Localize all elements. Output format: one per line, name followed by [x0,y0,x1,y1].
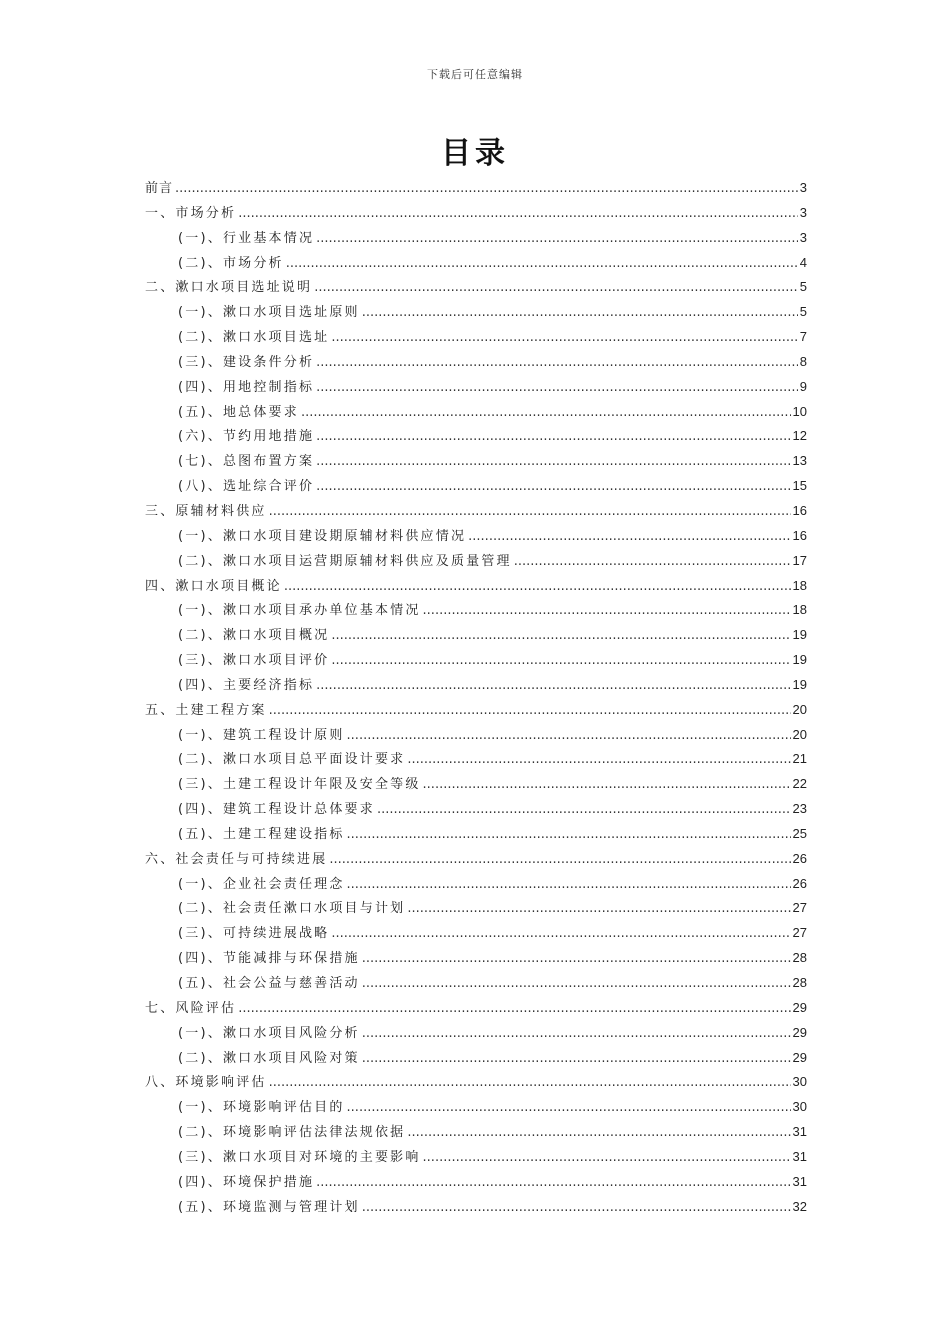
toc-entry-page-number: 25 [792,825,807,841]
toc-entry-page-number: 18 [792,602,807,618]
page-title: 目录 [441,136,509,171]
toc-entry[interactable] [145,1095,807,1120]
toc-entry[interactable] [145,872,807,897]
toc-entry-label: (一)、环境影响评估目的 [178,1100,345,1116]
toc-entry-page-number: 28 [792,975,807,990]
toc-entry-label: (六)、节约用地措施 [178,429,315,445]
toc-leader-dots [347,823,791,848]
toc-leader-dots [269,1071,791,1096]
toc-leader-dots [423,1146,791,1171]
toc-entry[interactable] [145,747,807,772]
toc-leader-dots [316,1171,790,1196]
toc-entry[interactable] [145,1046,807,1071]
toc-leader-dots [314,276,798,301]
toc-entry[interactable] [145,1195,807,1220]
toc-leader-dots [269,699,791,724]
toc-entry[interactable] [145,574,807,599]
toc-entry[interactable] [145,524,807,549]
toc-leader-dots [329,848,790,873]
toc-entry[interactable] [145,449,807,474]
toc-entry-page-number: 29 [792,1024,807,1040]
toc-entry-page-number: 26 [792,850,807,866]
toc-entry[interactable] [145,375,807,400]
toc-leader-dots [269,500,791,525]
toc-entry-page-number: 20 [792,701,807,717]
toc-entry-label: (三)、漱口水项目对环境的主要影响 [178,1149,421,1165]
toc-entry[interactable] [145,226,807,251]
toc-entry[interactable] [145,499,807,524]
toc-entry[interactable] [145,946,807,971]
toc-entry-page-number: 8 [799,353,807,369]
toc-entry-label: (七)、总图布置方案 [178,454,315,470]
toc-entry-page-number: 19 [792,676,807,692]
toc-entry-label: (二)、漱口水项目运营期原辅材料供应及质量管理 [178,553,512,569]
toc-leader-dots [316,674,790,699]
toc-entry[interactable] [145,598,807,623]
toc-entry[interactable] [145,996,807,1021]
toc-leader-dots [407,748,790,773]
toc-entry[interactable] [145,847,807,872]
toc-entry[interactable] [145,723,807,748]
toc-entry-page-number: 19 [792,627,807,643]
toc-leader-dots [316,425,790,450]
toc-entry-label: (一)、企业社会责任理念 [178,876,345,892]
toc-entry[interactable] [145,251,807,276]
toc-entry-label: (四)、节能减排与环保措施 [178,951,360,967]
toc-entry-label: (四)、主要经济指标 [178,677,315,693]
toc-leader-dots [468,525,790,550]
toc-entry-page-number: 29 [792,1049,807,1065]
toc-entry-page-number: 22 [792,776,807,792]
toc-entry[interactable] [145,1170,807,1195]
toc-entry-label: (四)、用地控制指标 [178,379,315,395]
toc-leader-dots [514,550,791,575]
toc-entry-label: (三)、土建工程设计年限及安全等级 [178,777,421,793]
toc-leader-dots [316,450,790,475]
table-of-contents [145,176,807,1219]
toc-entry-label: (一)、建筑工程设计原则 [178,727,345,743]
toc-entry-page-number: 4 [799,254,807,270]
toc-entry[interactable] [145,648,807,673]
toc-leader-dots [362,947,791,972]
toc-entry-page-number: 9 [799,378,807,394]
toc-entry-label: (一)、行业基本情况 [178,230,315,246]
toc-entry[interactable] [145,822,807,847]
toc-entry[interactable] [145,971,807,996]
toc-entry-page-number: 7 [799,329,807,345]
toc-leader-dots [286,252,798,277]
toc-leader-dots [407,897,790,922]
toc-entry-page-number: 30 [792,1074,807,1090]
toc-entry-label: (二)、漱口水项目选址 [178,330,330,346]
toc-entry-page-number: 5 [799,304,807,320]
toc-entry-label: 五、土建工程方案 [145,702,267,718]
toc-entry[interactable] [145,623,807,648]
toc-entry-page-number: 16 [792,502,807,518]
toc-leader-dots [316,351,798,376]
toc-entry-page-number: 31 [792,1173,807,1189]
toc-entry-label: 八、环境影响评估 [145,1075,267,1091]
toc-entry-page-number: 29 [792,999,807,1015]
toc-entry-page-number: 12 [792,428,807,444]
toc-entry[interactable] [145,797,807,822]
toc-entry-label: (四)、建筑工程设计总体要求 [178,802,375,818]
toc-leader-dots [362,301,798,326]
toc-entry-label: (三)、漱口水项目评价 [178,653,330,669]
toc-entry[interactable] [145,400,807,425]
toc-entry-label: (一)、漱口水项目承办单位基本情况 [178,603,421,619]
toc-entry-page-number: 31 [792,1124,807,1140]
toc-entry-page-number: 30 [792,1099,807,1115]
toc-entry-page-number: 32 [792,1198,807,1214]
toc-entry[interactable] [145,325,807,350]
toc-leader-dots [331,624,790,649]
toc-entry-label: 四、漱口水项目概论 [145,578,282,594]
toc-entry[interactable] [145,896,807,921]
toc-entry-page-number: 31 [792,1148,807,1164]
toc-entry-label: (二)、漱口水项目总平面设计要求 [178,752,406,768]
toc-entry-page-number: 3 [799,204,807,220]
toc-leader-dots [331,922,790,947]
toc-entry[interactable] [145,275,807,300]
toc-leader-dots [407,1121,790,1146]
toc-entry-label: 七、风险评估 [145,1000,237,1016]
toc-leader-dots [301,401,791,426]
toc-entry-label: (一)、漱口水项目选址原则 [178,305,360,321]
toc-entry-page-number: 13 [792,453,807,469]
toc-entry-page-number: 27 [792,925,807,941]
toc-entry-label: 一、市场分析 [145,205,237,221]
toc-leader-dots [316,376,798,401]
toc-leader-dots [377,798,791,823]
toc-leader-dots [347,873,791,898]
toc-entry-label: (二)、漱口水项目概况 [178,628,330,644]
toc-entry-label: (三)、建设条件分析 [178,354,315,370]
toc-leader-dots [362,972,791,997]
toc-leader-dots [362,1047,791,1072]
toc-entry-label: (二)、环境影响评估法律法规依据 [178,1125,406,1141]
toc-leader-dots [347,1096,791,1121]
toc-entry[interactable] [145,1021,807,1046]
toc-entry-page-number: 16 [792,527,807,543]
toc-entry-label: 六、社会责任与可持续进展 [145,851,328,867]
toc-entry-page-number: 3 [799,229,807,245]
toc-entry-page-number: 18 [792,577,807,593]
toc-leader-dots [331,326,797,351]
toc-entry-page-number: 3 [799,180,807,195]
toc-leader-dots [362,1022,791,1047]
toc-entry-label: (二)、社会责任漱口水项目与计划 [178,901,406,917]
toc-entry-label: (二)、市场分析 [178,255,284,271]
toc-leader-dots [238,997,790,1022]
toc-entry-page-number: 5 [799,279,807,295]
toc-entry-label: (二)、漱口水项目风险对策 [178,1050,360,1066]
toc-entry[interactable] [145,549,807,574]
toc-entry-label: (四)、环境保护措施 [178,1174,315,1190]
toc-entry[interactable] [145,1120,807,1145]
toc-entry[interactable] [145,350,807,375]
toc-entry-label: (五)、社会公益与慈善活动 [178,976,360,991]
toc-entry-page-number: 26 [792,875,807,891]
toc-entry-page-number: 20 [792,726,807,742]
toc-entry-page-number: 28 [792,950,807,966]
toc-entry[interactable] [145,772,807,797]
toc-entry[interactable] [145,201,807,226]
toc-entry[interactable] [145,300,807,325]
toc-entry-page-number: 19 [792,652,807,668]
toc-entry[interactable] [145,474,807,499]
toc-entry-label: (一)、漱口水项目建设期原辅材料供应情况 [178,528,467,544]
toc-entry-label: 前言 [145,181,174,196]
toc-leader-dots [423,599,791,624]
toc-leader-dots [362,1196,791,1221]
toc-entry[interactable] [145,424,807,449]
toc-entry[interactable] [145,673,807,698]
toc-entry-label: (三)、可持续进展战略 [178,926,330,942]
toc-entry-label: (一)、漱口水项目风险分析 [178,1025,360,1041]
toc-leader-dots [238,202,798,227]
toc-leader-dots [284,575,791,600]
toc-entry[interactable] [145,176,807,201]
toc-entry-label: (五)、土建工程建设指标 [178,826,345,842]
toc-entry-label: (八)、选址综合评价 [178,479,315,495]
toc-entry-page-number: 15 [792,478,807,494]
toc-entry-page-number: 21 [792,751,807,767]
toc-leader-dots [331,649,790,674]
toc-leader-dots [347,724,791,749]
toc-entry-page-number: 10 [792,403,807,419]
toc-entry[interactable] [145,698,807,723]
toc-entry-label: 三、原辅材料供应 [145,503,267,519]
toc-entry[interactable] [145,1070,807,1095]
toc-entry-page-number: 17 [792,552,807,568]
toc-entry-label: 二、漱口水项目选址说明 [145,280,313,296]
toc-entry-page-number: 23 [792,801,807,817]
toc-entry-page-number: 27 [792,900,807,916]
toc-leader-dots [316,227,798,252]
toc-leader-dots [175,177,798,202]
toc-leader-dots [316,475,790,500]
toc-entry-label: (五)、环境监测与管理计划 [178,1199,360,1215]
toc-entry[interactable] [145,921,807,946]
toc-entry-label: (五)、地总体要求 [178,404,299,420]
toc-entry[interactable] [145,1145,807,1170]
toc-leader-dots [423,773,791,798]
page-header: 下载后可任意编辑 [427,68,523,81]
